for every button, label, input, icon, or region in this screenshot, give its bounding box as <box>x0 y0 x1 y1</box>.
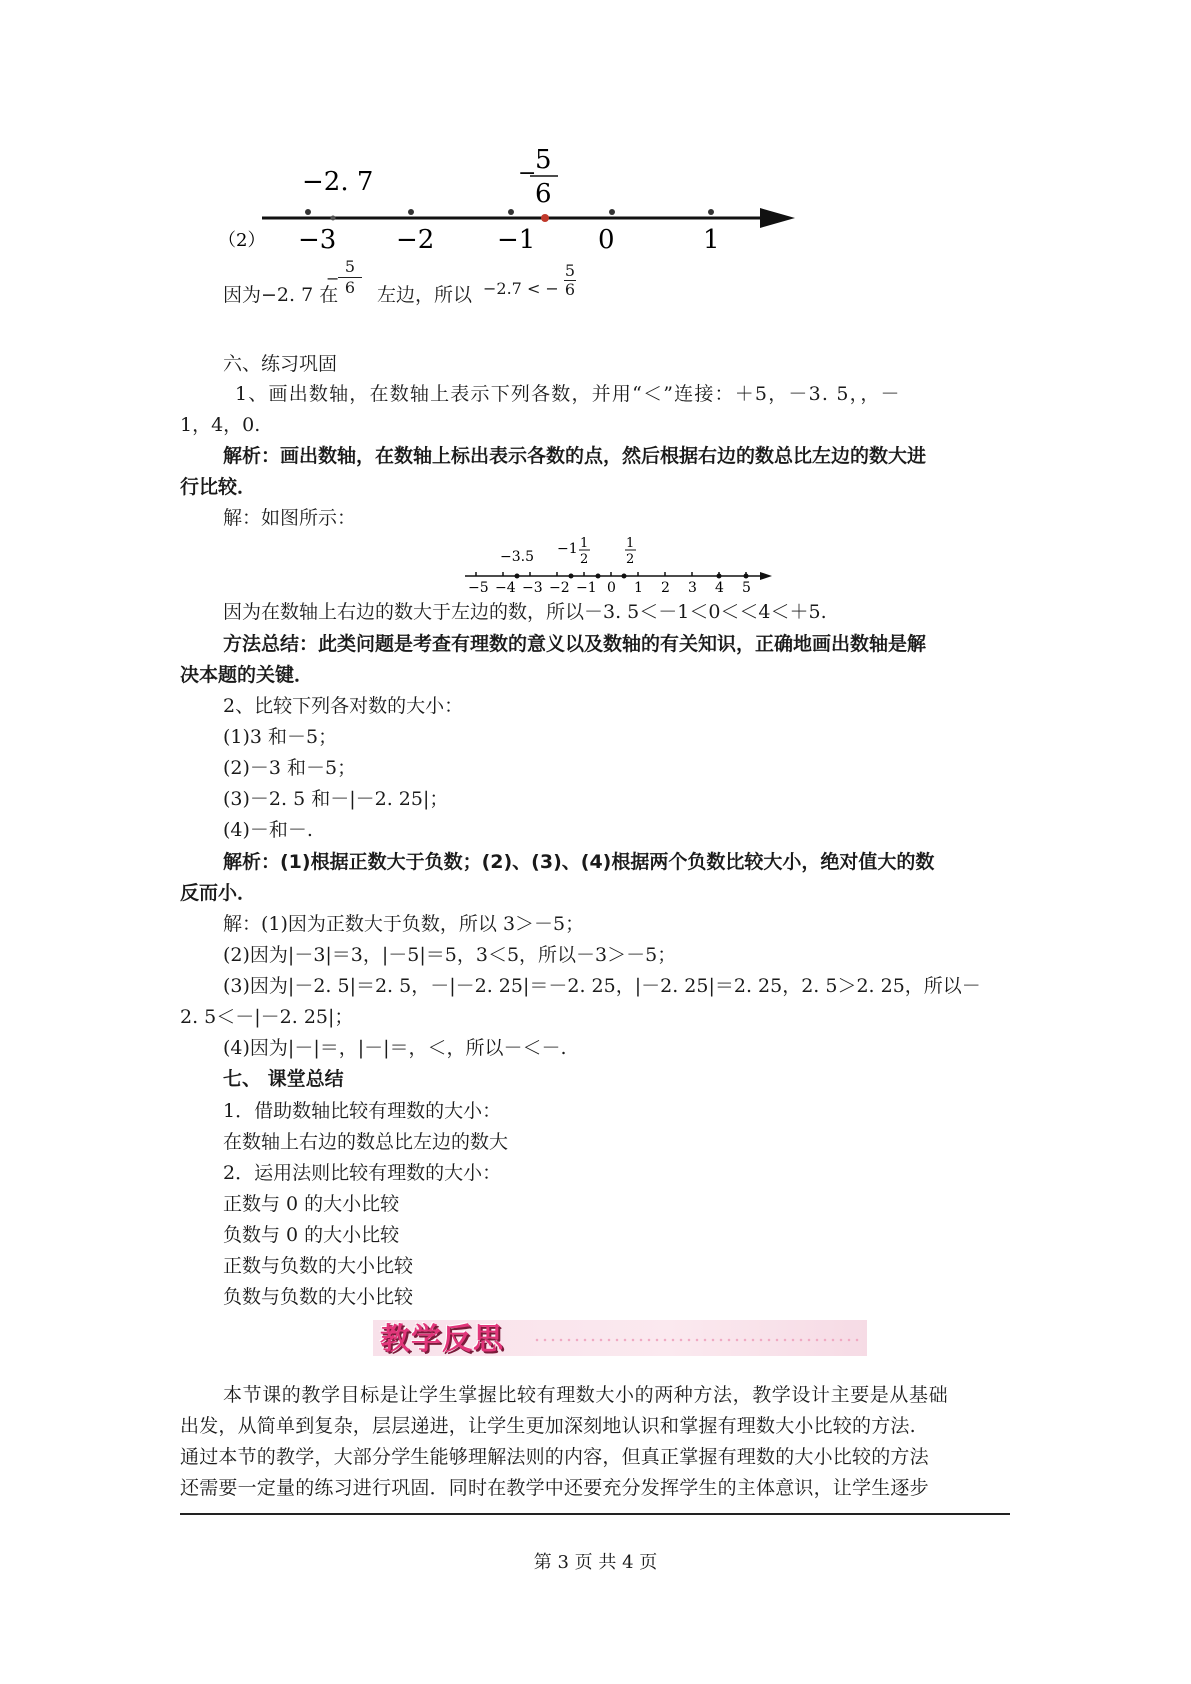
label-2: 2 <box>580 552 589 567</box>
summary-item: 1．借助数轴比较有理数的大小： <box>223 1100 502 1122</box>
tick-label-0: −3 <box>298 225 337 255</box>
tick-label-4: 1 <box>703 225 720 255</box>
tick-label-3: 0 <box>598 225 615 255</box>
tick-label-2: −2 <box>549 580 570 596</box>
because-text-b: 左边，所以 <box>377 284 473 306</box>
solution2-line: (4)因为|－|＝，|－|＝，＜，所以－＜－. <box>223 1037 567 1059</box>
label-2: −1 <box>557 541 578 557</box>
section6-title: 六、练习巩固 <box>223 353 338 375</box>
tick-label-2: 3 <box>688 580 697 596</box>
point-minus-2-7 <box>331 216 336 221</box>
number-line-1 <box>0 140 1191 260</box>
reflection-line: 还需要一定量的练习进行巩固．同时在教学中还要充分发挥学生的主体意识，让学生逐步 <box>180 1477 929 1499</box>
tick-label-2: 4 <box>715 580 724 596</box>
analysis1-line1: 解析：画出数轴，在数轴上标出表示各数的点，然后根据右边的数总比左边的数大进 <box>223 445 927 467</box>
solution2-line: (3)因为|－2. 5|＝2. 5，－|－2. 25|＝－2. 25，|－2. 25|＝2. 25，2. 5＞2. 25，所以－ <box>223 975 981 997</box>
tick-label-2: 5 <box>742 580 751 596</box>
point-2 <box>717 574 722 579</box>
q2-item: (3)－2. 5 和－|－2. 25|； <box>223 788 449 810</box>
point-2 <box>744 574 749 579</box>
section7-title: 七、 课堂总结 <box>223 1068 344 1090</box>
reflection-line: 通过本节的教学，大部分学生能够理解法则的内容，但真正掌握有理数的大小比较的方法 <box>180 1446 929 1468</box>
label-2: 2 <box>626 552 635 567</box>
method-line2: 决本题的关键． <box>180 664 314 686</box>
because-text-a: 因为−2. 7 在 <box>223 284 339 306</box>
tick-label-2: −1 <box>497 225 536 255</box>
label-frac-den: 6 <box>535 179 552 209</box>
tick-label-2: 0 <box>607 580 616 596</box>
solution1-intro: 解：如图所示： <box>223 507 357 529</box>
point-2 <box>596 574 601 579</box>
point-2 <box>569 574 574 579</box>
inline-inequality: −2.7 < − $\frac{5}{6}$ <box>483 261 576 299</box>
label-2: −3.5 <box>500 549 534 565</box>
point-2 <box>515 574 520 579</box>
point-1 <box>708 209 714 215</box>
label-minus-2-7: −2. 7 <box>302 167 374 197</box>
analysis1-line2: 行比较． <box>180 476 257 498</box>
page-footer: 第 3 页 共 4 页 <box>533 1552 658 1573</box>
solution2-line: (2)因为|－3|＝3，|－5|＝5，3＜5，所以－3＞－5； <box>223 944 677 966</box>
analysis2-line1: 解析：(1)根据正数大于负数；(2)、(3)、(4)根据两个负数比较大小，绝对值大的数 <box>223 851 935 873</box>
number-line-2 <box>0 528 1191 598</box>
point-2 <box>622 574 627 579</box>
q2-item: (4)－和－. <box>223 819 313 841</box>
part-prefix: （2） <box>218 230 266 251</box>
inline-fraction-1: − 5 6 <box>338 258 362 297</box>
tick-label-1: −2 <box>396 225 435 255</box>
solution2-line: 解：(1)因为正数大于负数，所以 3＞－5； <box>223 913 585 935</box>
q1-line1: 1、画出数轴，在数轴上表示下列各数，并用“＜”连接：＋5，－3. 5，，－ <box>235 383 901 405</box>
tick-label-2: 1 <box>634 580 643 596</box>
label-frac-num: 5 <box>535 145 552 175</box>
point-minus-five-sixths <box>541 214 549 222</box>
summary-item: 负数与 0 的大小比较 <box>223 1224 400 1246</box>
tick-label-2: −4 <box>495 580 516 596</box>
tick-label-2: −5 <box>468 580 489 596</box>
because-line-2: 因为在数轴上右边的数大于左边的数，所以－3. 5＜－1＜0＜＜4＜＋5. <box>223 601 827 623</box>
point-0 <box>609 209 615 215</box>
label-2: 1 <box>626 536 635 551</box>
point-minus-3 <box>305 209 311 215</box>
q1-line2: 1，4，0. <box>180 414 261 436</box>
point-minus-2 <box>408 209 414 215</box>
solution2-line: 2. 5＜－|－2. 25|； <box>180 1006 354 1028</box>
point-minus-1 <box>508 209 514 215</box>
reflection-banner-title: 教学反思 <box>380 1322 504 1357</box>
summary-item: 正数与 0 的大小比较 <box>223 1193 400 1215</box>
summary-item: 2．运用法则比较有理数的大小： <box>223 1162 502 1184</box>
axis-arrow <box>760 208 795 228</box>
tick-label-2: 2 <box>661 580 670 596</box>
q2-title: 2、比较下列各对数的大小： <box>223 695 464 717</box>
summary-item: 正数与负数的大小比较 <box>223 1255 414 1277</box>
q2-item: (1)3 和－5； <box>223 726 338 748</box>
axis-arrow-2 <box>760 572 772 580</box>
summary-item: 在数轴上右边的数总比左边的数大 <box>223 1131 509 1153</box>
method-line1: 方法总结：此类问题是考查有理数的意义以及数轴的有关知识，正确地画出数轴是解 <box>223 633 927 655</box>
label-minus-sign: − <box>518 161 537 186</box>
reflection-line: 出发，从简单到复杂，层层递进，让学生更加深刻地认识和掌握有理数大小比较的方法. <box>180 1415 916 1437</box>
reflection-line: 本节课的教学目标是让学生掌握比较有理数大小的两种方法，教学设计主要是从基础 <box>223 1384 949 1406</box>
tick-label-2: −3 <box>522 580 543 596</box>
footer-rule <box>180 1513 1010 1515</box>
label-2: 1 <box>580 536 589 551</box>
tick-label-2: −1 <box>576 580 597 596</box>
summary-item: 负数与负数的大小比较 <box>223 1286 414 1308</box>
banner-dots <box>533 1338 863 1342</box>
analysis2-line2: 反而小． <box>180 882 257 904</box>
q2-item: (2)－3 和－5； <box>223 757 357 779</box>
